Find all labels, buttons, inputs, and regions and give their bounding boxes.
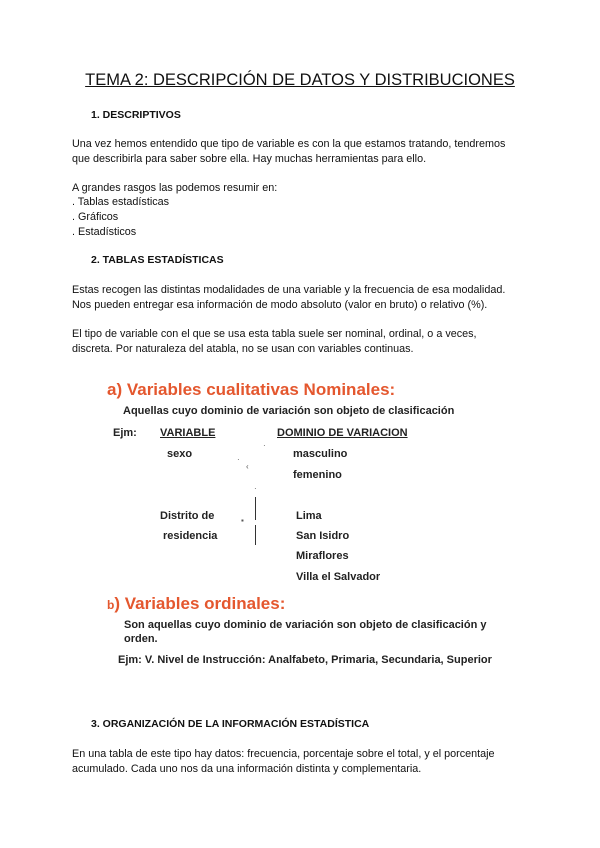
section-2-paragraph2-line-2: discreta. Por naturaleza del atabla, no se usan con variables continuas.	[72, 343, 414, 355]
ordinal-description-line-2: orden.	[124, 633, 158, 645]
ordinal-heading-text: ) Variables ordinales:	[114, 594, 286, 613]
domain-value: Villa el Salvador	[296, 571, 381, 583]
section-2-heading: 2. TABLAS ESTADÍSTICAS	[91, 254, 224, 266]
example-label: Ejm:	[113, 427, 137, 439]
section-3-paragraph-line-2: acumulado. Cada uno nos da una información distinta y complementaria.	[72, 763, 422, 775]
ordinal-heading	[107, 594, 285, 614]
domain-column-header: DOMINIO DE VARIACION	[277, 427, 408, 439]
list-item: . Gráficos	[72, 211, 119, 223]
section-1-intro: A grandes rasgos las podemos resumir en:	[72, 182, 278, 194]
section-2-paragraph-line-1: Estas recogen las distintas modalidades de una variable y la frecuencia de esa modalidad.	[72, 284, 506, 296]
domain-value: femenino	[293, 469, 342, 481]
list-item: . Estadísticos	[72, 226, 137, 238]
page-title: TEMA 2: DESCRIPCIÓN DE DATOS Y DISTRIBUCIONES	[85, 71, 515, 89]
variable-distrito-line-1: Distrito de	[160, 510, 215, 522]
bracket-line	[255, 525, 256, 545]
bracket-line	[255, 497, 256, 520]
ordinal-description-line-1: Son aquellas cuyo dominio de variación son objeto de clasificación y	[124, 619, 487, 631]
variable-distrito-line-2: residencia	[163, 530, 218, 542]
section-3-paragraph-line-1: En una tabla de este tipo hay datos: frecuencia, porcentaje sobre el total, y el porcentaje	[72, 748, 495, 760]
section-1-paragraph-line-1: Una vez hemos entendido que tipo de variable es con la que estamos tratando, tendremos	[72, 138, 506, 150]
ordinal-heading-letter: b	[107, 598, 115, 612]
bracket-mark: ‹	[246, 462, 249, 471]
nominal-heading: a) Variables cualitativas Nominales:	[107, 380, 396, 399]
domain-value: Lima	[296, 510, 322, 522]
bracket-mark: ▪	[241, 516, 244, 525]
bracket-mark: ·	[254, 484, 257, 493]
bracket-mark: ·	[237, 455, 240, 464]
variable-column-header: VARIABLE	[160, 427, 216, 439]
nominal-description: Aquellas cuyo dominio de variación son objeto de clasificación	[123, 405, 455, 417]
section-3-heading: 3. ORGANIZACIÓN DE LA INFORMACIÓN ESTADÍSTICA	[91, 718, 370, 730]
bracket-mark: ·	[263, 441, 266, 450]
domain-value: Miraflores	[296, 550, 349, 562]
section-2-paragraph2-line-1: El tipo de variable con el que se usa esta tabla suele ser nominal, ordinal, o a veces,	[72, 328, 477, 340]
variable-sexo: sexo	[167, 448, 193, 460]
list-item: . Tablas estadísticas	[72, 196, 170, 208]
domain-value: masculino	[293, 448, 348, 460]
domain-value: San Isidro	[296, 530, 350, 542]
section-1-heading: 1. DESCRIPTIVOS	[91, 109, 181, 121]
ordinal-example: Ejm: V. Nivel de Instrucción: Analfabeto, Primaria, Secundaria, Superior	[118, 654, 492, 666]
section-2-paragraph-line-2: Nos pueden entregar esa información de modo absoluto (valor en bruto) o relativo (%).	[72, 299, 488, 311]
section-1-paragraph-line-2: que describirla para saber sobre ella. Hay muchas herramientas para ello.	[72, 153, 427, 165]
